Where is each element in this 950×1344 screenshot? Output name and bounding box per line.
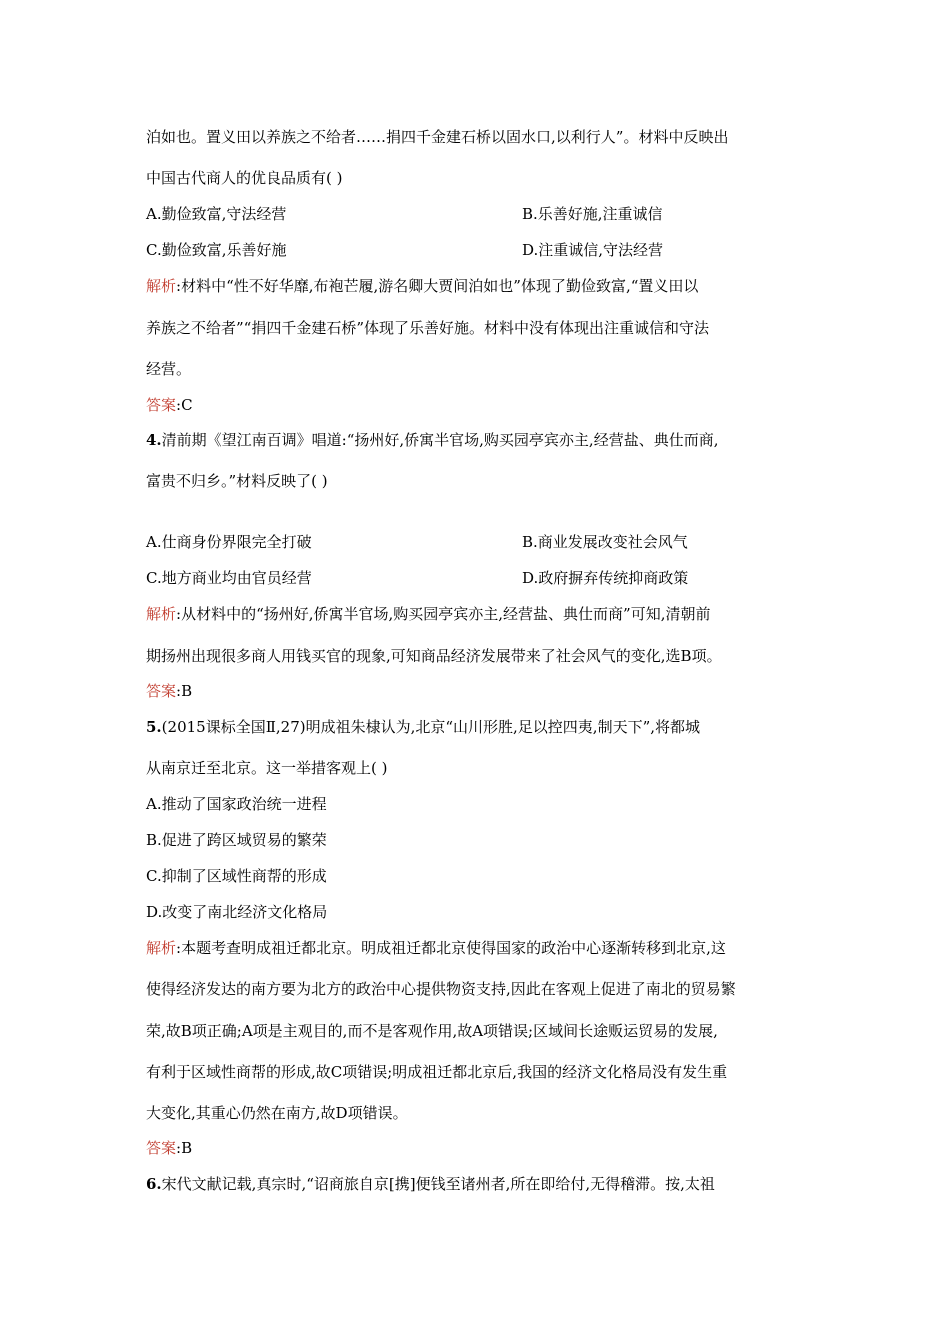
q3-option-d: D.注重诚信,守法经营 (522, 241, 664, 259)
q5-analysis-line-4: 有利于区域性商帮的形成,故C项错误;明成祖迁都北京后,我国的经济文化格局没有发生重 (146, 1063, 728, 1081)
q5-analysis-line-5: 大变化,其重心仍然在南方,故D项错误。 (146, 1104, 408, 1122)
q4-options-row-2 (146, 568, 689, 588)
q4-answer-value: :B (176, 682, 193, 700)
q5-number: 5. (146, 718, 162, 736)
q3-options-row-1 (146, 204, 663, 224)
q5-stem-text-1: (2015课标全国Ⅱ,27)明成祖朱棣认为,北京“山川形胜,足以控四夷,制天下”,将都城 (161, 718, 701, 736)
q4-number: 4. (146, 431, 162, 449)
q4-option-d: D.政府摒弃传统抑商政策 (522, 569, 689, 587)
q4-analysis-line-2: 期扬州出现很多商人用钱买官的现象,可知商品经济发展带来了社会风气的变化,选B项。 (146, 647, 722, 665)
q3-options-row-2 (146, 240, 664, 260)
q4-analysis-label: 解析 (146, 605, 177, 623)
q3-option-a: A.勤俭致富,守法经营 (146, 205, 287, 223)
q5-stem-line-1 (146, 717, 700, 737)
q3-answer-label: 答案 (146, 396, 177, 414)
q3-answer (146, 395, 193, 415)
q4-options-row-1 (146, 532, 688, 552)
q5-analysis-label: 解析 (146, 939, 177, 957)
q4-analysis-line-1 (146, 604, 710, 624)
q5-option-b: B.促进了跨区域贸易的繁荣 (146, 831, 327, 849)
q4-option-c: C.地方商业均由官员经营 (146, 569, 312, 587)
q5-analysis-line-3: 荣,故B项正确;A项是主观目的,而不是客观作用,故A项错误;区域间长途贩运贸易的发展, (146, 1022, 718, 1040)
q4-stem-text-1: 清前期《望江南百调》唱道:“扬州好,侨寓半官场,购买园亭宾亦主,经营盐、典仕而商, (161, 431, 719, 449)
q3-analysis-text-1: :材料中“性不好华靡,布袍芒履,游名卿大贾间泊如也”体现了勤俭致富,“置义田以 (176, 277, 699, 295)
q3-analysis-line-3: 经营。 (146, 360, 192, 378)
q5-option-c: C.抑制了区域性商帮的形成 (146, 867, 327, 885)
q6-stem-text-1: 宋代文献记载,真宗时,“诏商旅自京[携]便钱至诸州者,所在即给付,无得稽滞。按,太祖 (161, 1175, 715, 1193)
q3-material-line-2: 中国古代商人的优良品质有( ) (146, 169, 343, 187)
q3-analysis-line-2: 养族之不给者”“捐四千金建石桥”体现了乐善好施。材料中没有体现出注重诚信和守法 (146, 319, 710, 337)
q5-answer-value: :B (176, 1139, 193, 1157)
q4-option-a: A.仕商身份界限完全打破 (146, 533, 312, 551)
q5-analysis-line-1 (146, 938, 726, 958)
q5-stem-line-2: 从南京迁至北京。这一举措客观上( ) (146, 759, 388, 777)
q4-analysis-text-1: :从材料中的“扬州好,侨寓半官场,购买园亭宾亦主,经营盐、典仕而商”可知,清朝前 (176, 605, 711, 623)
q4-answer (146, 681, 192, 701)
q4-option-b: B.商业发展改变社会风气 (522, 533, 688, 551)
q6-number: 6. (146, 1175, 162, 1193)
q5-answer (146, 1138, 192, 1158)
q3-analysis-line-1 (146, 276, 698, 296)
q5-option-a: A.推动了国家政治统一进程 (146, 795, 327, 813)
q5-answer-label: 答案 (146, 1139, 177, 1157)
q5-analysis-text-1: :本题考查明成祖迁都北京。明成祖迁都北京使得国家的政治中心逐渐转移到北京,这 (176, 939, 726, 957)
q3-option-c: C.勤俭致富,乐善好施 (146, 241, 287, 259)
q3-option-b: B.乐善好施,注重诚信 (522, 205, 663, 223)
q4-stem-line-2: 富贵不归乡。”材料反映了( ) (146, 472, 328, 490)
q5-option-d: D.改变了南北经济文化格局 (146, 903, 328, 921)
q6-stem-line-1 (146, 1174, 715, 1194)
q5-analysis-line-2: 使得经济发达的南方要为北方的政治中心提供物资支持,因此在客观上促进了南北的贸易繁 (146, 980, 736, 998)
q3-answer-value: :C (176, 396, 193, 414)
q3-material-line-1: 泊如也。置义田以养族之不给者……捐四千金建石桥以固水口,以利行人”。材料中反映出 (146, 128, 729, 146)
q3-analysis-label: 解析 (146, 277, 177, 295)
q4-answer-label: 答案 (146, 682, 177, 700)
q4-stem-line-1 (146, 430, 718, 450)
